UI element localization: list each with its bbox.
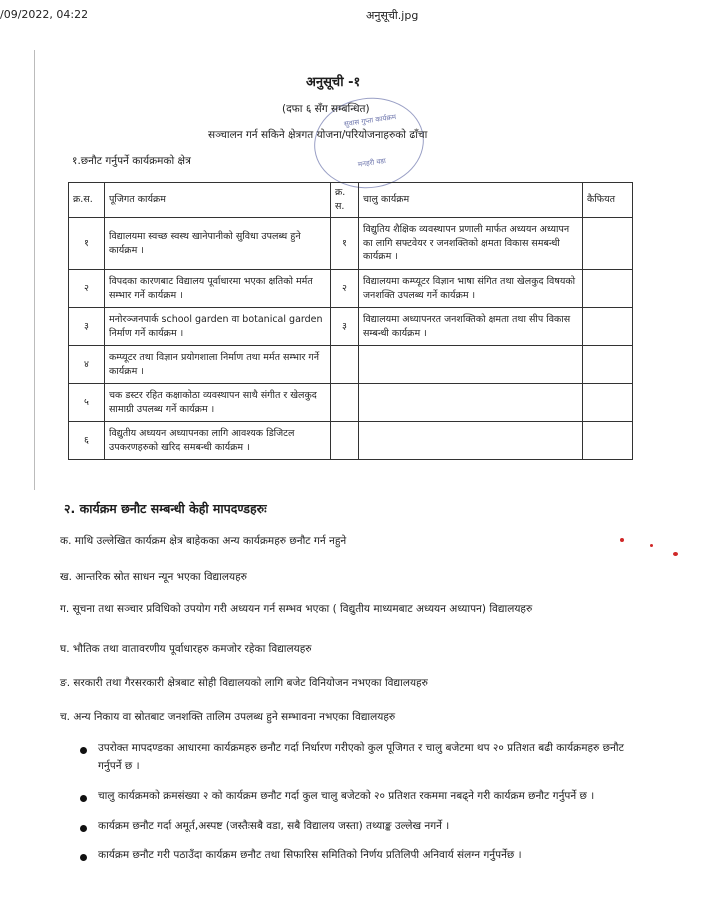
row-current: विद्यालयमा अध्यापनरत जनशक्तिको क्षमता तथा सीप विकास सम्बन्धी कार्यक्रम ।: [359, 308, 583, 346]
header-sn: क्र.स.: [69, 183, 105, 218]
criterion-item: च. अन्य निकाय वा स्रोतबाट जनशक्ति तालिम उपलब्ध हुने सम्भावना नभएका विद्यालयहरु: [60, 711, 396, 723]
guideline-item: कार्यक्रम छनौट गर्दा अमूर्त,अस्पष्ट (जस्तैःसबै वडा, सबै विद्यालय जस्ता) तथ्याङ्क उल्लेख नगर्ने ।: [80, 818, 640, 836]
row-sn-2: १: [331, 218, 359, 270]
section-2-heading: २. कार्यक्रम छनौट सम्बन्धी केही मापदण्डहरुः: [64, 501, 267, 516]
header-sn-2: क्र. स.: [331, 183, 359, 218]
row-remarks: [583, 218, 633, 270]
row-remarks: [583, 422, 633, 460]
row-current: विद्यालयमा कम्प्यूटर विज्ञान भाषा संगित तथा खेलकुद विषयको जनशक्ति उपलब्ध गर्ने कार्यक्रम ।: [359, 270, 583, 308]
row-sn-2: [331, 422, 359, 460]
ink-speck: [650, 544, 653, 547]
row-capital: विपदका कारणबाट विद्यालय पूर्वाधारमा भएका क्षतिको मर्मत सम्भार गर्ने कार्यक्रम ।: [105, 270, 331, 308]
criterion-item: घ. भौतिक तथा वातावरणीय पूर्वाधारहरु कमजोर रहेका विद्यालयहरु: [60, 643, 312, 655]
row-capital: कम्प्यूटर तथा विज्ञान प्रयोगशाला निर्माण तथा मर्मत सम्भार गर्ने कार्यक्रम ।: [105, 346, 331, 384]
guideline-item: चालु कार्यक्रमको क्रमसंख्या २ को कार्यक्रम छनौट गर्दा कुल चालु बजेटको २० प्रतिशत रकममा नबढ्ने गरी कार्यक्रम छनौट गर्नुपर्ने छ ।: [80, 788, 640, 806]
table-header-row: [69, 183, 633, 218]
row-remarks: [583, 308, 633, 346]
document-subtitle: (दफा ६ सँग सम्बन्धित): [282, 103, 370, 115]
stamp-text: सुवास गुप्ता कार्यक्रम: [343, 113, 397, 129]
row-current: [359, 422, 583, 460]
print-filename: अनुसूची.jpg: [366, 9, 419, 22]
guideline-list: [80, 740, 640, 877]
table-row: [69, 384, 633, 422]
ink-speck: [673, 552, 678, 556]
stamp-sub-text: मनहरी वडा: [357, 156, 387, 169]
row-sn-2: ३: [331, 308, 359, 346]
row-remarks: [583, 270, 633, 308]
guideline-item: कार्यक्रम छनौट गरी पठाउँदा कार्यक्रम छनौट तथा सिफारिस समितिको निर्णय प्रतिलिपी अनिवार्य संलग्न गर्नुपर्नेछ ।: [80, 847, 640, 865]
row-sn-2: २: [331, 270, 359, 308]
section-1-label: १.छनौट गर्नुपर्ने कार्यक्रमको क्षेत्र: [72, 155, 191, 167]
row-capital: विद्युतीय अध्ययन अध्यापनका लागि आवश्यक डिजिटल उपकरणहरुको खरिद समबन्धी कार्यक्रम ।: [105, 422, 331, 460]
row-sn: २: [69, 270, 105, 308]
table-row: [69, 422, 633, 460]
row-current: [359, 384, 583, 422]
table-row: [69, 218, 633, 270]
header-capital: पूजिगत कार्यक्रम: [105, 183, 331, 218]
row-sn: ३: [69, 308, 105, 346]
margin-line: [34, 50, 35, 490]
row-sn-2: [331, 346, 359, 384]
print-header: [0, 0, 705, 30]
table-row: [69, 308, 633, 346]
criterion-item: ङ. सरकारी तथा गैरसरकारी क्षेत्रबाट सोही विद्यालयको लागि बजेट विनियोजन नभएका विद्यालयहरु: [60, 677, 428, 689]
row-remarks: [583, 346, 633, 384]
row-sn: १: [69, 218, 105, 270]
criterion-item: ख. आन्तरिक स्रोत साधन न्यून भएका विद्यालयहरु: [60, 571, 247, 583]
header-remarks: कैफियत: [583, 183, 633, 218]
row-current: [359, 346, 583, 384]
document-subtitle-2: सञ्चालन गर्न सकिने क्षेत्रगत योजना/परियोजनाहरुको ढाँचा: [208, 129, 428, 141]
table-row: [69, 346, 633, 384]
header-current: चालु कार्यक्रम: [359, 183, 583, 218]
criterion-item: ग. सूचना तथा सञ्चार प्रविधिको उपयोग गरी अध्ययन गर्न सम्भव भएका ( विद्युतीय माध्यमबाट अध्ययन अध्यापन) विद्यालयहरु: [60, 603, 533, 615]
ink-speck: [620, 538, 624, 542]
print-timestamp: /09/2022, 04:22: [0, 8, 89, 21]
row-remarks: [583, 384, 633, 422]
row-capital: चक डस्टर रहित कक्षाकोठा व्यवस्थापन साथै संगीत र खेलकुद सामाग्री उपलब्ध गर्ने कार्यक्रम ।: [105, 384, 331, 422]
row-sn-2: [331, 384, 359, 422]
document-title: अनुसूची -१: [306, 75, 361, 90]
row-current: विद्युतिय शैक्षिक व्यवस्थापन प्रणाली मार्फत अध्ययन अध्यापन का लागि सफ्टवेयर र जनशक्तिको क्षमता विकास समबन्धी कार्यक्रम ।: [359, 218, 583, 270]
row-sn: ५: [69, 384, 105, 422]
row-capital: मनोरञ्जनपार्क school garden वा botanical garden निर्माण गर्ने कार्यक्रम ।: [105, 308, 331, 346]
program-table: [68, 182, 633, 460]
row-sn: ४: [69, 346, 105, 384]
row-sn: ६: [69, 422, 105, 460]
scanned-document: [0, 30, 705, 910]
table-row: [69, 270, 633, 308]
criterion-item: क. माथि उल्लेखित कार्यक्रम क्षेत्र बाहेकका अन्य कार्यक्रमहरु छनौट गर्न नहुने: [60, 535, 347, 547]
row-capital: विद्यालयमा स्वच्छ स्वस्थ खानेपानीको सुविधा उपलब्ध हुने कार्यक्रम ।: [105, 218, 331, 270]
guideline-item: उपरोक्त मापदण्डका आधारमा कार्यक्रमहरु छनौट गर्दा निर्धारण गरीएको कुल पूजिगत र चालु बजेटमा थप २० प्रतिशत बढी कार्यक्रमहरु छनौट गर्नुपर्ने छ ।: [80, 740, 640, 776]
